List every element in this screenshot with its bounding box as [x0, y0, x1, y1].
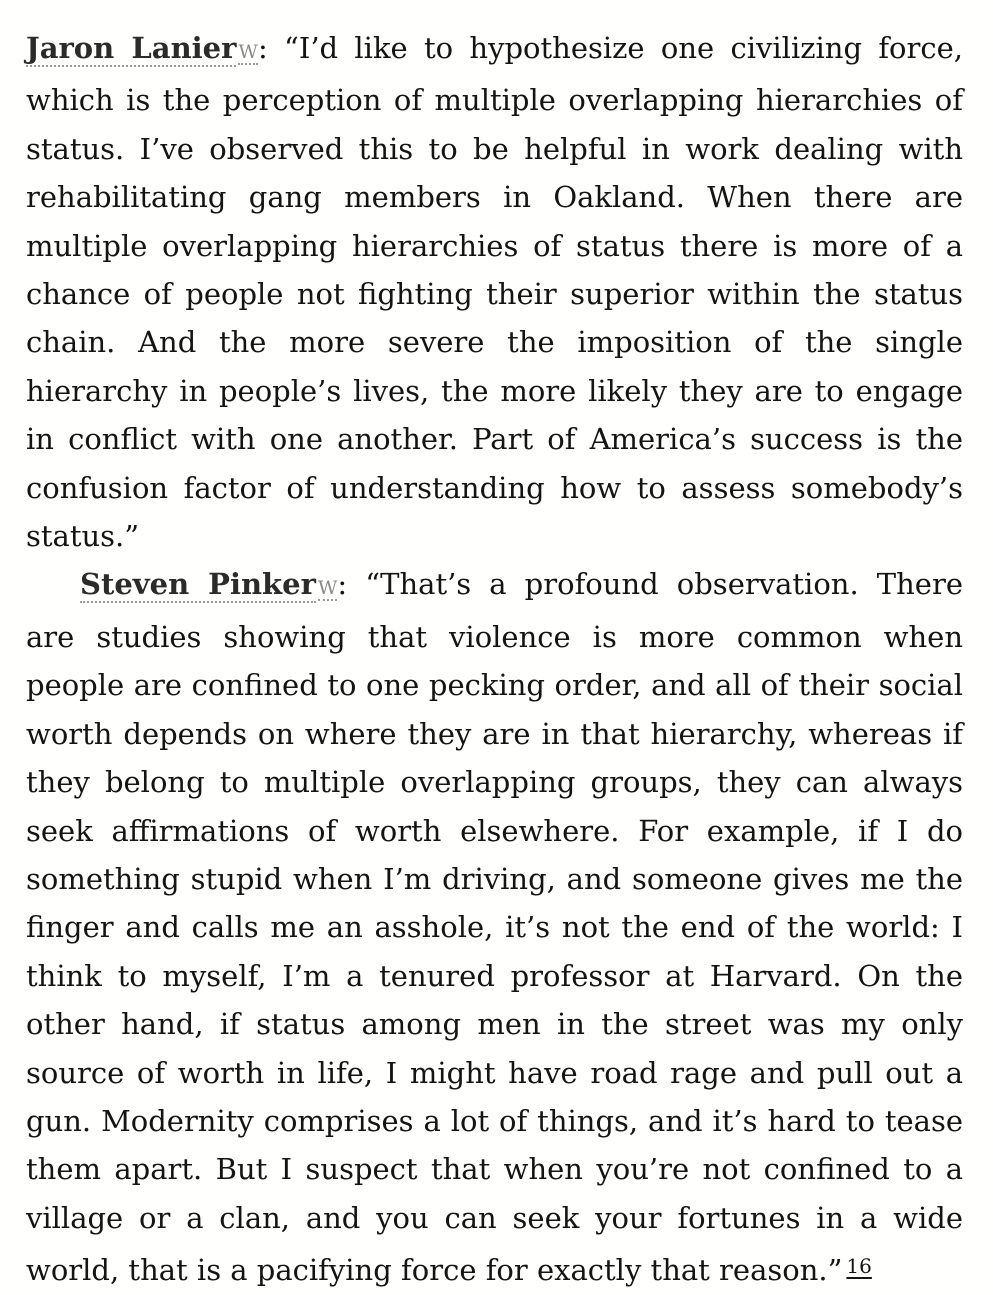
speaker-link-jaron-lanier[interactable]: Jaron Lanier: [26, 31, 237, 65]
footnote-link[interactable]: 16: [846, 1254, 872, 1279]
wikipedia-icon[interactable]: W: [317, 577, 338, 600]
wikipedia-icon[interactable]: W: [238, 41, 258, 63]
speaker-link-steven-pinker[interactable]: Steven Pinker: [80, 567, 316, 602]
paragraph-pinker: [26, 560, 963, 1294]
speaker-colon: :: [257, 31, 268, 65]
quote-text: “I’d like to hypothesize one civilizing force, which is the perception of multiple overlapping hierarchies of status. I’ve observed this to be helpful in work dealing with rehabilitating gang members in Oakland. When there are multiple overlapping hierarchies of status there is more of a chance of people not fighting their superior within the status chain. And the more severe the imposition of the single hierarchy in people’s lives, the more likely they are to engage in conflict with one another. Part of America’s success is the confusion factor of understanding how to assess somebody’s status.”: [26, 31, 963, 554]
quote-text: “That’s a profound observation. There are studies showing that violence is more common when people are confined to one pecking order, and all of their social worth depends on where they are in that hierarchy, whereas if they belong to multiple overlapping groups, they can always seek affirmations of worth elsewhere. For example, if I do something stupid when I’m driving, and someone gives me the finger and calls me an asshole, it’s not the end of the world: I think to myself, I’m a tenured professor at Harvard. On the other hand, if status among men in the street was my only source of worth in life, I might have road rage and pull out a gun. Modernity comprises a lot of things, and it’s hard to tease them apart. But I suspect that when you’re not confined to a village or a clan, and you can seek your fortunes in a wide world, that is a pacifying force for exactly that reason.”: [26, 567, 963, 1288]
paragraph-lanier: [26, 24, 963, 560]
speaker-colon: :: [337, 567, 348, 602]
